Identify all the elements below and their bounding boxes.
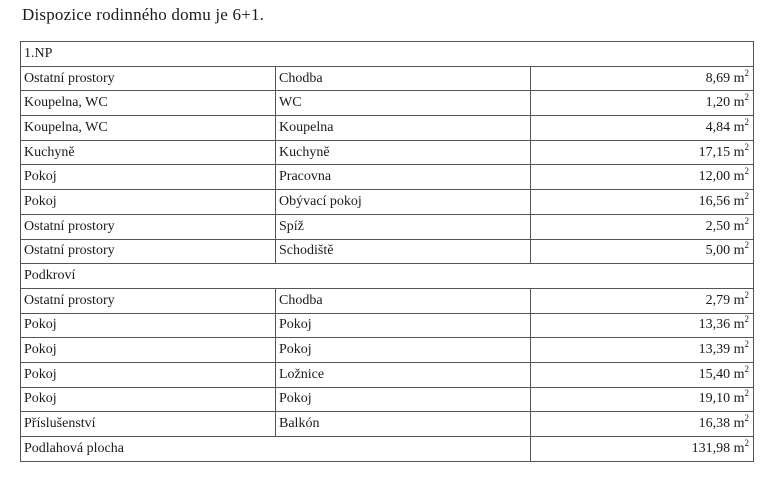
category-cell: Koupelna, WC bbox=[21, 116, 276, 141]
table-row bbox=[21, 140, 754, 165]
area-unit-exponent: 2 bbox=[744, 190, 749, 201]
room-cell: Koupelna bbox=[276, 116, 531, 141]
area-value: 17,15 bbox=[698, 144, 731, 160]
area-cell bbox=[531, 91, 754, 116]
area-cell bbox=[531, 437, 754, 462]
area-unit: m bbox=[733, 95, 745, 111]
area-unit-exponent: 2 bbox=[744, 116, 749, 127]
category-cell: Ostatní prostory bbox=[21, 66, 276, 91]
area-cell bbox=[531, 66, 754, 91]
area-unit: m bbox=[733, 292, 745, 308]
area-unit: m bbox=[733, 119, 745, 135]
area-value: 16,56 bbox=[698, 193, 731, 209]
area-cell bbox=[531, 362, 754, 387]
area-value: 16,38 bbox=[698, 416, 731, 432]
area-unit-exponent: 2 bbox=[744, 413, 749, 424]
area-unit: m bbox=[733, 366, 745, 382]
category-cell: Ostatní prostory bbox=[21, 288, 276, 313]
area-unit-exponent: 2 bbox=[744, 437, 749, 448]
category-cell: Pokoj bbox=[21, 165, 276, 190]
category-cell: Pokoj bbox=[21, 338, 276, 363]
table-row bbox=[21, 214, 754, 239]
room-cell: Pokoj bbox=[276, 338, 531, 363]
area-value: 4,84 bbox=[705, 119, 731, 135]
area-value: 12,00 bbox=[698, 169, 731, 185]
room-cell: Pokoj bbox=[276, 387, 531, 412]
table-row bbox=[21, 239, 754, 264]
room-cell: Kuchyně bbox=[276, 140, 531, 165]
section-header-row bbox=[21, 42, 754, 67]
area-unit: m bbox=[733, 169, 745, 185]
table-row bbox=[21, 66, 754, 91]
area-value: 131,98 bbox=[691, 440, 731, 456]
table-row bbox=[21, 362, 754, 387]
room-area-table-body bbox=[21, 42, 754, 462]
category-cell: Pokoj bbox=[21, 387, 276, 412]
category-cell: Pokoj bbox=[21, 362, 276, 387]
category-cell: Ostatní prostory bbox=[21, 239, 276, 264]
table-row bbox=[21, 288, 754, 313]
area-value: 13,36 bbox=[698, 317, 731, 333]
area-unit-exponent: 2 bbox=[744, 314, 749, 325]
table-row bbox=[21, 313, 754, 338]
room-cell: WC bbox=[276, 91, 531, 116]
area-unit-exponent: 2 bbox=[744, 166, 749, 177]
area-value: 2,50 bbox=[705, 218, 731, 234]
area-unit-exponent: 2 bbox=[744, 141, 749, 152]
area-unit-exponent: 2 bbox=[744, 215, 749, 226]
area-value: 15,40 bbox=[698, 366, 731, 382]
area-cell bbox=[531, 214, 754, 239]
area-value: 1,20 bbox=[705, 95, 731, 111]
category-cell: Koupelna, WC bbox=[21, 91, 276, 116]
section-header-row bbox=[21, 264, 754, 289]
room-cell: Balkón bbox=[276, 412, 531, 437]
table-row bbox=[21, 165, 754, 190]
room-cell: Ložnice bbox=[276, 362, 531, 387]
area-unit: m bbox=[733, 218, 745, 234]
area-cell bbox=[531, 239, 754, 264]
room-cell: Pokoj bbox=[276, 313, 531, 338]
area-cell bbox=[531, 190, 754, 215]
area-cell bbox=[531, 116, 754, 141]
room-cell: Chodba bbox=[276, 288, 531, 313]
table-row bbox=[21, 412, 754, 437]
area-value: 2,79 bbox=[705, 292, 731, 308]
area-value: 13,39 bbox=[698, 342, 731, 358]
area-cell bbox=[531, 288, 754, 313]
section-name: Podkroví bbox=[21, 264, 754, 289]
area-unit-exponent: 2 bbox=[744, 289, 749, 300]
category-cell: Ostatní prostory bbox=[21, 214, 276, 239]
area-value: 19,10 bbox=[698, 391, 731, 407]
table-row bbox=[21, 387, 754, 412]
area-cell bbox=[531, 140, 754, 165]
area-unit: m bbox=[733, 193, 745, 209]
table-row bbox=[21, 190, 754, 215]
section-name: 1.NP bbox=[21, 42, 754, 67]
room-cell: Obývací pokoj bbox=[276, 190, 531, 215]
area-unit: m bbox=[733, 440, 745, 456]
category-cell: Pokoj bbox=[21, 190, 276, 215]
table-row bbox=[21, 116, 754, 141]
area-unit-exponent: 2 bbox=[744, 67, 749, 78]
area-value: 8,69 bbox=[705, 70, 731, 86]
category-cell: Pokoj bbox=[21, 313, 276, 338]
document-heading: Dispozice rodinného domu je 6+1. bbox=[22, 5, 265, 24]
area-unit: m bbox=[733, 391, 745, 407]
category-cell: Kuchyně bbox=[21, 140, 276, 165]
area-unit-exponent: 2 bbox=[744, 339, 749, 350]
total-row bbox=[21, 437, 754, 462]
area-unit-exponent: 2 bbox=[744, 92, 749, 103]
area-unit: m bbox=[733, 342, 745, 358]
area-value: 5,00 bbox=[705, 243, 731, 259]
category-cell: Příslušenství bbox=[21, 412, 276, 437]
room-cell: Chodba bbox=[276, 66, 531, 91]
room-area-table bbox=[20, 41, 754, 462]
total-label: Podlahová plocha bbox=[21, 437, 531, 462]
table-row bbox=[21, 91, 754, 116]
room-cell: Schodiště bbox=[276, 239, 531, 264]
room-cell: Pracovna bbox=[276, 165, 531, 190]
area-unit-exponent: 2 bbox=[744, 388, 749, 399]
area-unit: m bbox=[733, 144, 745, 160]
area-unit: m bbox=[733, 416, 745, 432]
area-unit-exponent: 2 bbox=[744, 240, 749, 251]
area-cell bbox=[531, 412, 754, 437]
area-unit: m bbox=[733, 70, 745, 86]
area-unit: m bbox=[733, 243, 745, 259]
room-cell: Spíž bbox=[276, 214, 531, 239]
area-unit: m bbox=[733, 317, 745, 333]
table-row bbox=[21, 338, 754, 363]
area-cell bbox=[531, 165, 754, 190]
area-cell bbox=[531, 338, 754, 363]
area-cell bbox=[531, 387, 754, 412]
area-unit-exponent: 2 bbox=[744, 363, 749, 374]
area-cell bbox=[531, 313, 754, 338]
